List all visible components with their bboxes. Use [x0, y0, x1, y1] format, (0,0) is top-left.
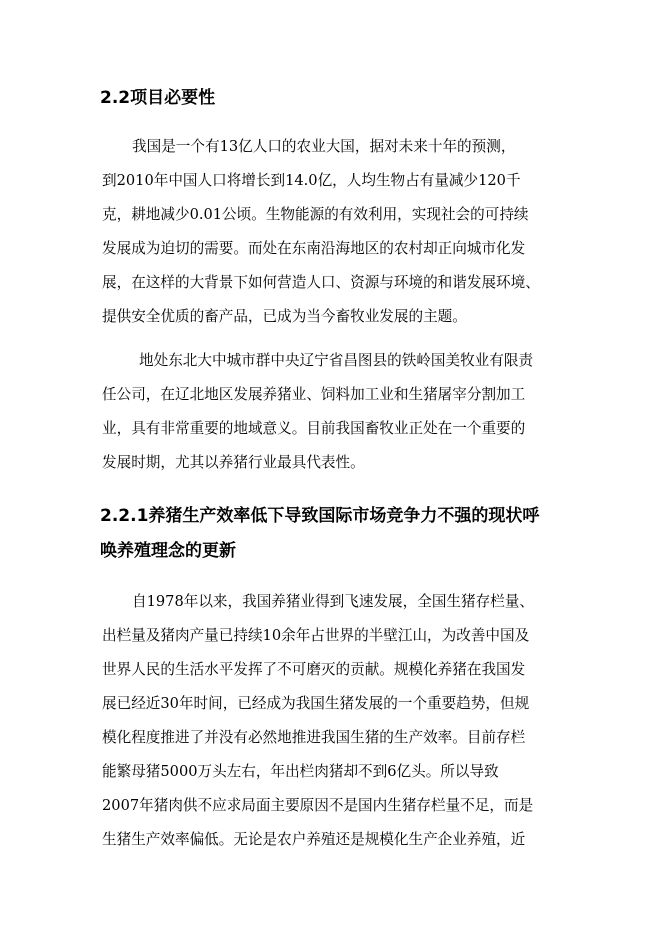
text-line: 2007年猪肉供不应求局面主要原因不是国内生猪存栏量不足，而是: [102, 797, 534, 814]
text-line: 生猪生产效率偏低。无论是农户养殖还是规模化生产企业养殖，近: [102, 831, 526, 848]
text-line: 发展成为迫切的需要。而处在东南沿海地区的农村却正向城市化发: [102, 240, 526, 257]
text-line: 任公司，在辽北地区发展养猪业、饲料加工业和生猪屠宰分割加工: [102, 386, 526, 403]
text-line: 展，在这样的大背景下如何营造人口、资源与环境的和谐发展环境、: [102, 274, 540, 291]
text-line: 出栏量及猪肉产量已持续10余年占世界的半壁江山，为改善中国及: [102, 627, 530, 644]
text-line: 自1978年以来，我国养猪业得到飞速发展，全国生猪存栏量、: [132, 593, 534, 610]
text-line: 能繁母猪5000万头左右，年出栏肉猪却不到6亿头。所以导致: [102, 763, 499, 780]
section-heading-2-2: 2.2项目必要性: [100, 88, 216, 108]
section-heading-2-2-1-line1: 2.2.1养猪生产效率低下导致国际市场竞争力不强的现状呼: [100, 506, 540, 526]
text-line: 地处东北大中城市群中央辽宁省昌图县的铁岭国美牧业有限责: [139, 352, 534, 369]
text-line: 提供安全优质的畜产品，已成为当今畜牧业发展的主题。: [102, 308, 467, 325]
text-line: 模化程度推进了并没有必然地推进我国生猪的生产效率。目前存栏: [102, 729, 526, 746]
text-line: 展已经近30年时间，已经成为我国生猪发展的一个重要趋势，但规: [102, 695, 530, 712]
text-line: 业，具有非常重要的地域意义。目前我国畜牧业正处在一个重要的: [102, 420, 526, 437]
text-line: 我国是一个有13亿人口的农业大国，据对未来十年的预测，: [132, 138, 516, 155]
text-line: 克，耕地减少0.01公顷。生物能源的有效利用，实现社会的可持续: [102, 206, 529, 223]
text-line: 世界人民的生活水平发挥了不可磨灭的贡献。规模化养猪在我国发: [102, 661, 526, 678]
text-line: 到2010年中国人口将增长到14.0亿，人均生物占有量减少120千: [102, 172, 521, 189]
section-heading-2-2-1-line2: 唤养殖理念的更新: [100, 541, 236, 561]
text-line: 发展时期，尤其以养猪行业最具代表性。: [102, 454, 365, 471]
